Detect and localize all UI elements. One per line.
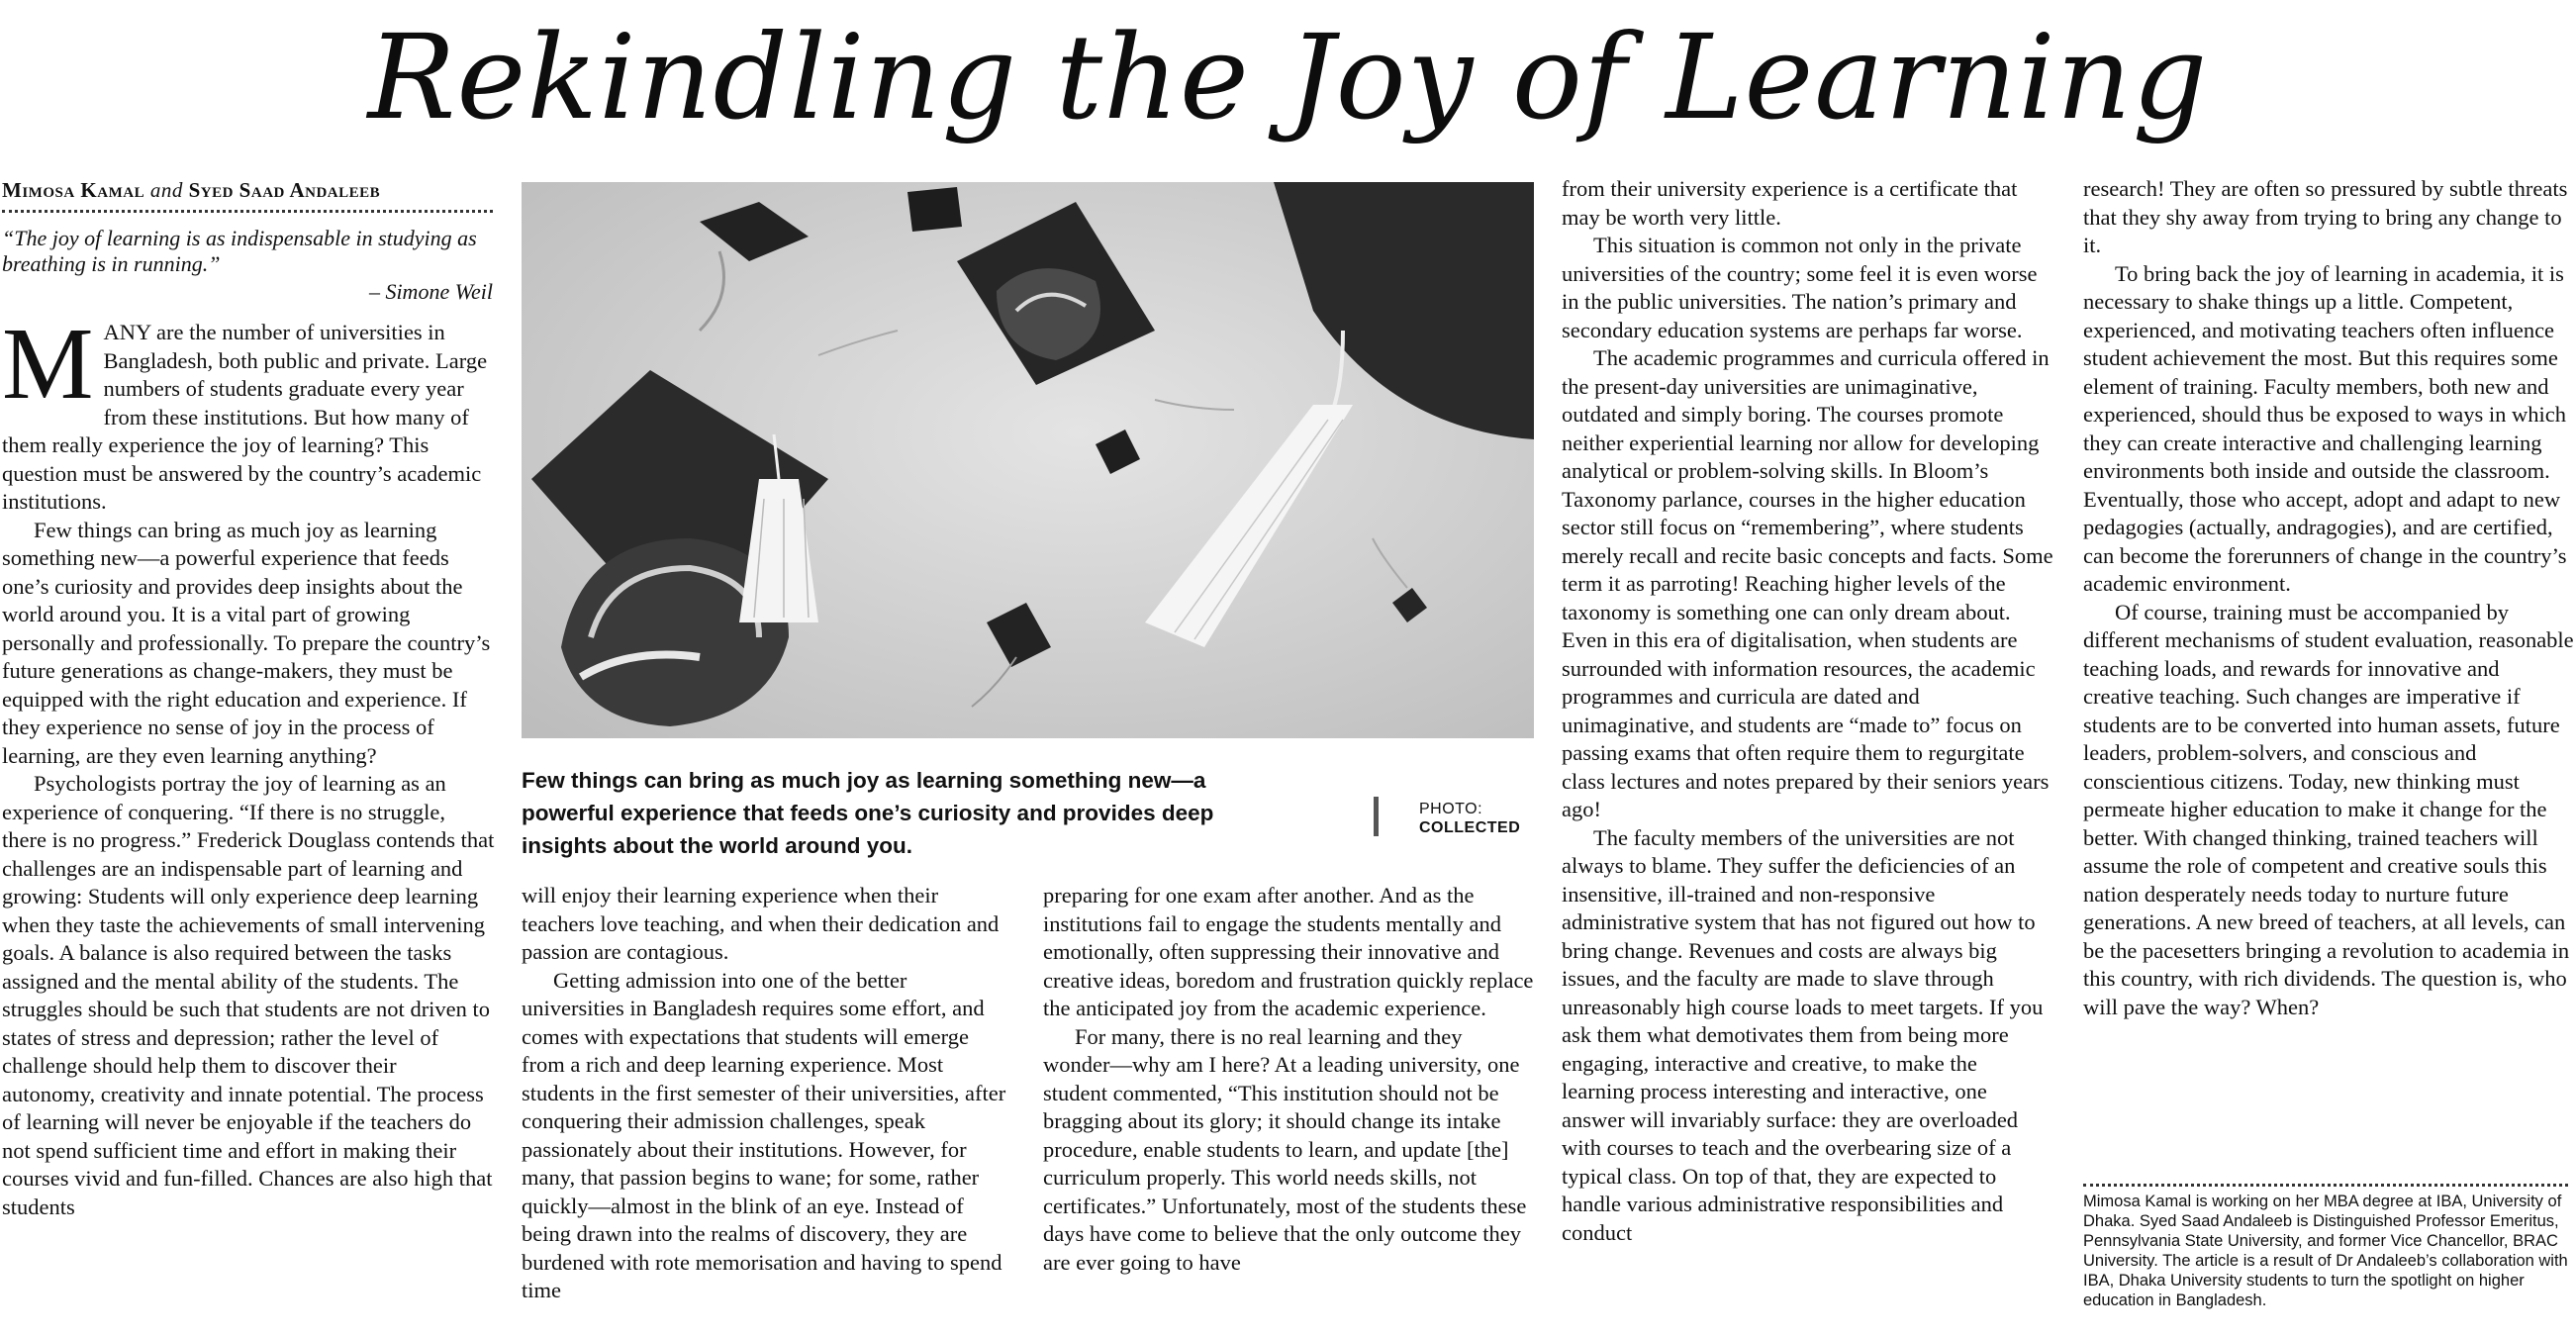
author-1: Mimosa Kamal	[2, 178, 145, 202]
body-paragraph: The academic programmes and curricula offered in the present-day universities are unimaginative, outdated and simply boring. The courses promote neither experiential learning nor allow for developing analytical or problem-solving skills. In Bloom’s Taxonomy parlance, courses in the higher education sector still focus on “remembering”, where students merely recall and recite basic concepts and facts. Some term it as parroting! Reaching higher levels of the taxonomy is something one can only dream about. Even in this era of digitalisation, when students are surrounded with information resources, the academic programmes and curricula are dated and unimaginative, and students are “made to” focus on passing exams that often require them to regurgitate class lectures and notes prepared by their seniors years ago!	[1562, 345, 2053, 821]
body-paragraph: research! They are often so pressured by subtle threats that they shy away from trying to bring any change to it.	[2083, 176, 2568, 257]
byline-conjunction: and	[149, 178, 183, 202]
photo-credit-label: PHOTO:	[1419, 801, 1483, 817]
bio-divider	[2083, 1184, 2568, 1187]
article-column-1	[2, 307, 495, 1221]
body-paragraph: preparing for one exam after another. And as the institutions fail to engage the students mentally and emotionally, often suppressing their innovative and creative ideas, boredom and frustration quickly replace the anticipated joy from the academic experience.	[1043, 883, 1534, 1020]
author-2: Syed Saad Andaleeb	[188, 178, 381, 202]
body-paragraph: Getting admission into one of the better universities in Bangladesh requires some effort, and comes with expectations that students will emerge from a rich and deep learning experience. Most students in the first semester of their universities, after conquering their admission challenges, speak passionately about their institutions. However, for many, that passion begins to wane; for some, rather quickly—almost in the blink of an eye. Instead of being drawn into the realms of discovery, they are burdened with rote memorisation and having to spend time	[522, 967, 1006, 1302]
article-column-5	[2083, 175, 2574, 1021]
article-column-2	[522, 882, 1008, 1305]
credit-divider	[1374, 797, 1379, 836]
article-column-3	[1043, 882, 1534, 1277]
body-paragraph: from their university experience is a certificate that may be worth very little.	[1562, 176, 2018, 230]
body-paragraph: Few things can bring as much joy as learning something new—a powerful experience that feeds one’s curiosity and provides deep insights about the world around you. It is a vital part of growing personally and professionally. To prepare the country’s future generations as change-makers, they must be equipped with the right education and experience. If they experience no sense of joy in the process of learning, are they even learning anything?	[2, 517, 491, 768]
headline: Rekindling the Joy of Learning	[367, 9, 2209, 145]
body-paragraph: will enjoy their learning experience when their teachers love teaching, and when their dedication and passion are contagious.	[522, 883, 1000, 964]
body-paragraph: The faculty members of the universities are not always to blame. They suffer the deficiencies of an insensitive, ill-trained and non-responsive administrative system that has not figured out how to bring change. Revenues and costs are always big issues, and the faculty are made to slave through unreasonably high course loads to meet targets. If you ask them what demotivates them from being more engaging, interactive and creative, to make the learning process interesting and interactive, one answer will invariably surface: they are overloaded with courses to teach and the overbearing size of a typical class. On top of that, they are expected to handle various administrative responsibilities and conduct	[1562, 824, 2044, 1245]
drop-cap: M	[2, 307, 94, 421]
body-paragraph: To bring back the joy of learning in academia, it is necessary to shake things up a little. Competent, experienced, and motivating teachers often influence student achievement the most. But this requires some element of training. Faculty members, both new and experienced, should thus be exposed to ways in which they can create interactive and challenging learning environments both inside and outside the classroom. Eventually, those who accept, adopt and adapt to new pedagogies (actually, andragogies), and are certified, can become the forerunners of change in the country’s academic environment.	[2083, 260, 2567, 596]
graduation-caps-photo-icon	[522, 182, 1534, 738]
body-paragraph: Of course, training must be accompanied by different mechanisms of student evaluation, reasonable teaching loads, and rewards for innovative and creative teaching. Such changes are imperative if students are to be converted into human assets, future leaders, problem-solvers, and conscious and conscientious citizens. Today, new thinking must permeate higher education to make it change for the better. With changed thinking, trained teachers will assume the role of competent and creative souls this nation desperately needs today to nurture future generations. A new breed of teachers, at all levels, can be the pacesetters bringing a revolution to academia in this country, with rich dividends. The question is, who will pave the way? When?	[2083, 599, 2574, 1019]
body-paragraph: Psychologists portray the joy of learning as an experience of conquering. “If there is no struggle, there is no progress.” Frederick Douglass contends that challenges are an indispensable part of learning and growing: Students will only experience deep learning when they taste the achievements of small intervening goals. A balance is also required between the tasks assigned and the mental ability of the students. The struggles should be such that students are not driven to states of stress and depression; rather the level of challenge should help them to discover their autonomy, creativity and innate potential. The process of learning will never be enjoyable if the teachers do not spend sufficient time and effort in making their courses vivid and fun-filled. Chances are also high that students	[2, 771, 495, 1219]
article-photo	[522, 182, 1534, 738]
lead-paragraph: MANY are the number of universities in Bangladesh, both public and private. Large numbers of students graduate every year from these institutions. But how many of them really experience the joy of learning? This question must be answered by the country’s academic institutions.	[2, 307, 488, 514]
photo-credit	[1419, 800, 1520, 837]
body-paragraph: For many, there is no real learning and they wonder—why am I here? At a leading university, one student commented, “This institution should not be bragging about its glory; it should change its intake procedure, enable students to learn, and update [the] curriculum properly. This world needs skills, not certificates.” Unfortunately, most of the students these days have come to believe that the only outcome they are ever going to have	[1043, 1023, 1527, 1275]
author-bio: Mimosa Kamal is working on her MBA degree at IBA, University of Dhaka. Syed Saad Andaleeb is Distinguished Professor Emeritus, Pennsylvania State University, and former Vice Chancellor, BRAC University. The article is a result of Dr Andaleeb’s collaboration with IBA, Dhaka University students to turn the spotlight on higher education in Bangladesh.	[2083, 1193, 2568, 1309]
byline-divider	[2, 210, 493, 213]
photo-credit-source: COLLECTED	[1419, 819, 1521, 836]
article-column-4	[1562, 175, 2054, 1247]
epigraph-quote: “The joy of learning is as indispensable in studying as breathing is in running.”	[2, 226, 477, 276]
photo-caption: Few things can bring as much joy as learning something new—a powerful experience that feeds one’s curiosity and provides deep insights about the world around you.	[522, 768, 1214, 858]
byline	[2, 178, 493, 203]
epigraph-attribution: – Simone Weil	[368, 279, 493, 304]
body-paragraph: This situation is common not only in the private universities of the country; some feel it is even worse in the public universities. The nation’s primary and secondary education systems are perhaps far worse.	[1562, 233, 2038, 342]
